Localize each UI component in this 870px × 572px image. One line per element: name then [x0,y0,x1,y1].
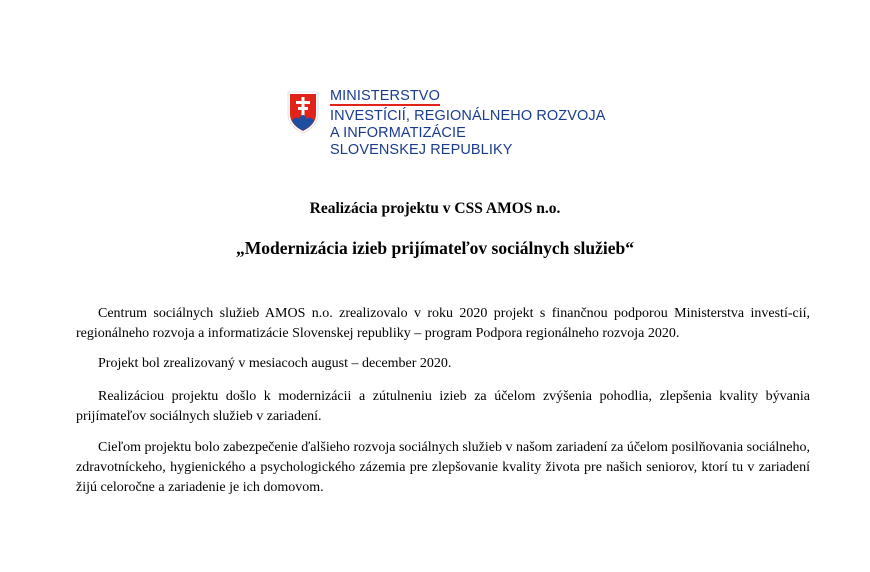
paragraph-project-period: Projekt bol zrealizovaný v mesiacoch august – december 2020. [98,356,452,371]
ministry-name-line-2: INVESTÍCIÍ, REGIONÁLNEHO ROZVOJA [330,108,606,124]
ministry-logo [286,88,606,163]
ministry-name-line-4: SLOVENSKEJ REPUBLIKY [330,142,513,158]
slovak-coat-of-arms-icon [286,90,320,134]
ministry-name [330,88,606,159]
paragraph-project-goal: Cieľom projektu bolo zabezpečenie ďalšieho rozvoja sociálnych služieb v našom zariadení za účelom posilňovania sociálneho, zdravotníckeho, hygienického a psychologického zázemia pre zlepšovanie kvality života pre našich seniorov, ktorí tu v zariadení žijú celoročne a zariadenie je ich domovom. [76,440,810,495]
document-heading: Realizácia projektu v CSS AMOS n.o. [309,200,561,217]
paragraph-project-intro: Centrum sociálnych služieb AMOS n.o. zrealizovalo v roku 2020 projekt s finančnou podporou Ministerstva investí-cií, regionálneho rozvoja a informatizácie Slovenskej republiky – program Podpora regionálneho rozvoja 2020. [76,306,810,341]
project-title: „Modernizácia izieb prijímateľov sociálnych služieb“ [235,238,634,258]
ministry-name-line-1: MINISTERSTVO [330,88,440,104]
paragraph-project-outcome: Realizáciou projektu došlo k modernizácii a zútulneniu izieb za účelom zvýšenia pohodlia, zlepšenia kvality bývania prijímateľov sociálnych služieb v zariadení. [76,389,810,424]
ministry-name-line-3: A INFORMATIZÁCIE [330,125,466,141]
